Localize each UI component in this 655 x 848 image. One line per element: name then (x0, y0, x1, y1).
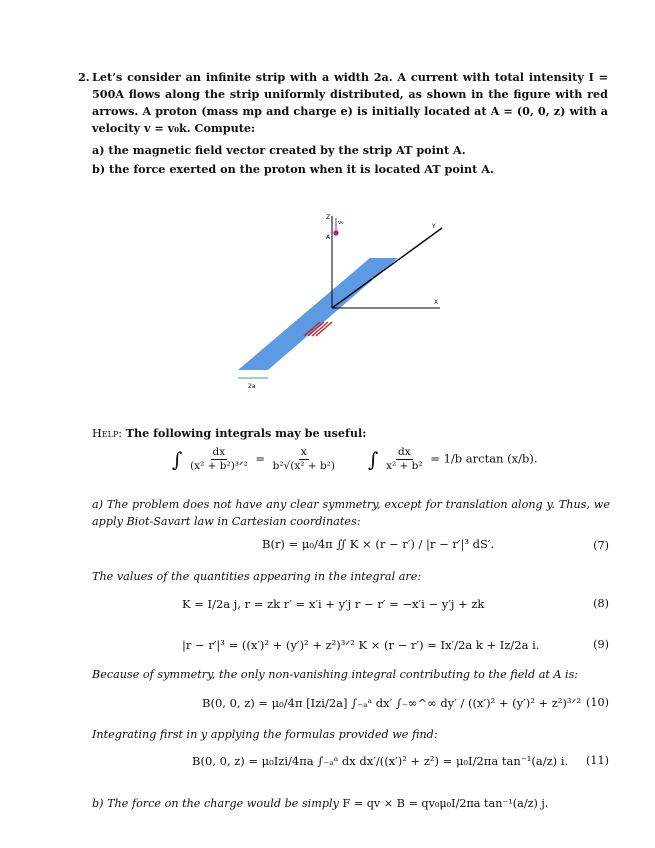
help-label: Help: (92, 427, 123, 440)
solution-para-integrating: Integrating first in y applying the formulas provided we find: (92, 728, 438, 741)
equation-9-number: (9) (593, 638, 609, 651)
para-b-prefix: b) The force on the charge would be simply (92, 797, 339, 810)
point-A-label: A (326, 234, 331, 241)
part-b-question: b) the force exerted on the proton when it is located AT point A. (92, 162, 494, 176)
equation-11: B(0, 0, z) = μ₀Izi/4πa ∫₋ₐᵃ dx dx′/((x′)² + z²) = μ₀I/2πa tan⁻¹(a/z) i. (192, 754, 569, 768)
int1-lhs-den: (x² + b²)³ᐟ² (190, 460, 248, 472)
current-strip (238, 258, 398, 370)
problem-text: Let’s consider an infinite strip with a width 2a. A current with total intensity I = 500A flows along the strip uniformly distributed, as shown in the figure with red arrows. A proton (mass mp and charge e) is initially located at A = (0, 0, z) with a velocity v = v₀k. Compute: (92, 70, 608, 135)
int1-lhs-num: dx (212, 446, 226, 458)
int2-lhs-den: x² + b² (386, 460, 423, 472)
velocity-label: v₀ (338, 220, 344, 226)
equation-10: B(0, 0, z) = μ₀/4π [Izi/2a] ∫₋ₐᵃ dx′ ∫₋∞^∞ dy′ / ((x′)² + (y′)² + z²)³ᐟ² (202, 696, 581, 710)
problem-statement (78, 69, 608, 137)
equation-11-number: (11) (586, 754, 609, 767)
force-formula: F = qv × B = qv₀μ₀I/2πa tan⁻¹(a/z) j. (342, 797, 549, 810)
equation-7-number: (7) (593, 539, 609, 552)
width-label: 2a (248, 383, 256, 390)
help-integral-1: ∫ $\frac{dx}{\text{(x² + b²)³ᐟ²}}$ = $\frac{x}{\text{b²√(x² + b²)}}$ (172, 446, 335, 472)
solution-para-b (92, 795, 610, 812)
help-text: The following integrals may be useful: (125, 426, 367, 440)
equation-7: B(r) = μ₀/4π ∬ K × (r − r′) / |r − r′|³ dS′. (262, 537, 495, 551)
equation-10-number: (10) (586, 696, 609, 709)
int1-rhs-den: b²√(x² + b²) (272, 460, 335, 472)
x-axis-label: X (434, 299, 439, 306)
int2-lhs-num: dx (398, 446, 411, 458)
solution-para-values: The values of the quantities appearing in the integral are: (92, 570, 422, 583)
y-axis (332, 228, 442, 308)
y-axis-label: Y (432, 223, 436, 230)
help-integral-2: ∫ $\frac{dx}{\text{x² + b²}}$ = 1/b arctan (x/b). (368, 446, 538, 472)
equation-9: |r − r′|³ = ((x′)² + (y′)² + z²)³ᐟ² K × (r − r′) = Ix′/2a k + Iz/2a i. (182, 638, 540, 652)
point-A (333, 230, 338, 235)
solution-para-symmetry: Because of symmetry, the only non-vanishing integral contributing to the field at A is: (92, 668, 579, 681)
equation-8: K = I/2a j, r = zk r′ = x′i + y′j r − r′ = −x′i − y′j + zk (182, 597, 485, 611)
part-a-question: a) the magnetic field vector created by the strip AT point A. (92, 143, 466, 157)
z-axis-label: Z (326, 214, 331, 221)
equation-8-number: (8) (593, 597, 609, 610)
int1-rhs-num: x (300, 446, 307, 458)
strip-figure (220, 198, 470, 398)
int2-rhs: 1/b arctan (x/b). (443, 451, 538, 466)
solution-para-a: a) The problem does not have any clear symmetry, except for translation along y. Thus, we apply Biot-Savart law in Cartesian coordinates: (92, 498, 610, 528)
problem-number: 2. (78, 70, 90, 84)
help-line (92, 425, 366, 442)
